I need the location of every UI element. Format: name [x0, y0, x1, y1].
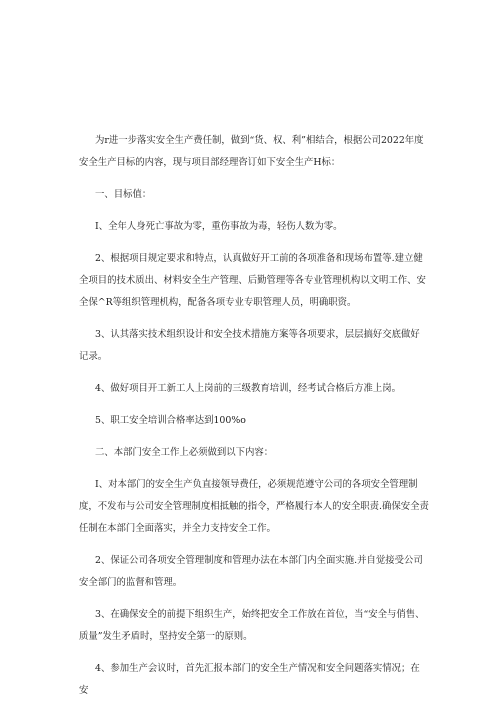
duty-item-2: 2、保证公司各项安全管理制度和管理办法在本部门内全面实施.并自觉接受公司安全部门的监督和管理。	[79, 555, 423, 588]
intro-paragraph: 为r进一步落实安全生产费任制，做到“货、权、利”相结合，根据公司2022年度安全生产目标的内容，现与项目部经理咨订如下安全生产H标：	[79, 135, 424, 168]
section-heading-targets: 一、目标值：	[95, 189, 152, 200]
target-item-4: 4、做好项目开工新工人上岗前的三级教育培训，经考试合格后方准上岗。	[95, 383, 401, 394]
target-item-1: I、全年人身死亡事故为零，重伤事故为毒，轻伤人数为零。	[95, 221, 343, 232]
section-heading-duties: 二、本部门安全工作上必须做到以下内容：	[95, 447, 274, 458]
target-item-2: 2、根据项目规定要求和特点，认真做好开工前的各项准备和现场布置等.建立健全项目的技术质出、材料安全生产管理、后勤管理等各专业管理机构以文明工作、安全保^R等组织管理机构，配备各项专业专职管理人员，明确职资。	[79, 253, 426, 308]
document-body	[79, 130, 429, 702]
duty-item-1: I、对本部门的安全生产负直接领导费任，必须规范遵守公司的各项安全管理制度，不发布与公司安全管理制度相抵触的指令，严格履行本人的安全职责.确保安全责任制在本部门全面落实，并全力支持安全工作。	[79, 479, 429, 534]
duty-item-4: 4、参加生产会议时，首先汇报本部门的安全生产情况和安全问题落实情况；在安	[79, 663, 420, 696]
target-item-5: 5、职工安全培训合格率达到100%o	[95, 415, 246, 426]
duty-item-3: 3、在确保安全的前提下组织生产，始终把安全工作放在首位，当“安全与俏售、质量”发生矛盾时，坚持安全第一的原则。	[79, 609, 425, 642]
target-item-3: 3、认其落实技术组织设计和安全技术措施方案等各项要求，层层搞好交底做好记录。	[79, 329, 420, 362]
